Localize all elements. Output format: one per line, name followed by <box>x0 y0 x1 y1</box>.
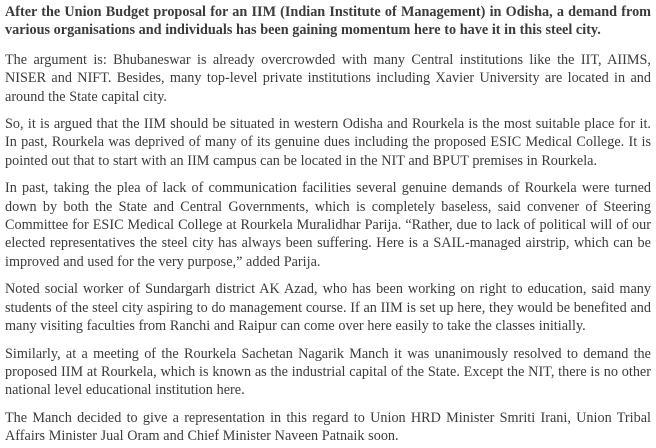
article-paragraph-5: Noted social worker of Sundargarh district AK Azad, who has been working on right to education, said many students of the steel city aspiring to do management course. If an IIM is set up here, they would be benefited and many visiting faculties from Ranchi and Raipur can come over here easily to take the classes initially. <box>5 281 651 335</box>
article-paragraph-2: The argument is: Bhubaneswar is already overcrowded with many Central institutions like the IIT, AIIMS, NISER and NIFT. Besides, many top-level private institutions including Xavier University are located in and around the State capital city. <box>5 51 651 105</box>
article-paragraph-6: Similarly, at a meeting of the Rourkela Sachetan Nagarik Manch it was unanimously resolved to demand the proposed IIM at Rourkela, which is known as the industrial capital of the State. Except the NIT, there is no other national level educational institution here. <box>5 345 651 399</box>
article-paragraph-4: In past, taking the plea of lack of communication facilities several genuine demands of Rourkela were turned down by both the State and Central Governments, which is completely baseless, said convener of Steering Committee for ESIC Medical College at Rourkela Muralidhar Parija. “Rather, due to lack of political will of our elected representatives the steel city has always been suffering. Here is a SAIL-managed airstrip, which can be improved and used for the very purpose,” added Parija. <box>5 180 651 270</box>
article-lead-paragraph: After the Union Budget proposal for an IIM (Indian Institute of Management) in Odisha, a demand from various organisations and individuals has been gaining momentum here to have it in this steel city. <box>5 4 651 39</box>
article-paragraph-7: The Manch decided to give a representation in this regard to Union HRD Minister Smriti Irani, Union Tribal Affairs Minister Jual Oram and Chief Minister Naveen Patnaik soon. <box>5 409 651 445</box>
article-paragraph-3: So, it is argued that the IIM should be situated in western Odisha and Rourkela is the most suitable place for it. In past, Rourkela was deprived of many of its genuine dues including the proposed ESIC Medical College. It is pointed out that to start with an IIM campus can be located in the NIT and BPUT premises in Rourkela. <box>5 116 651 169</box>
